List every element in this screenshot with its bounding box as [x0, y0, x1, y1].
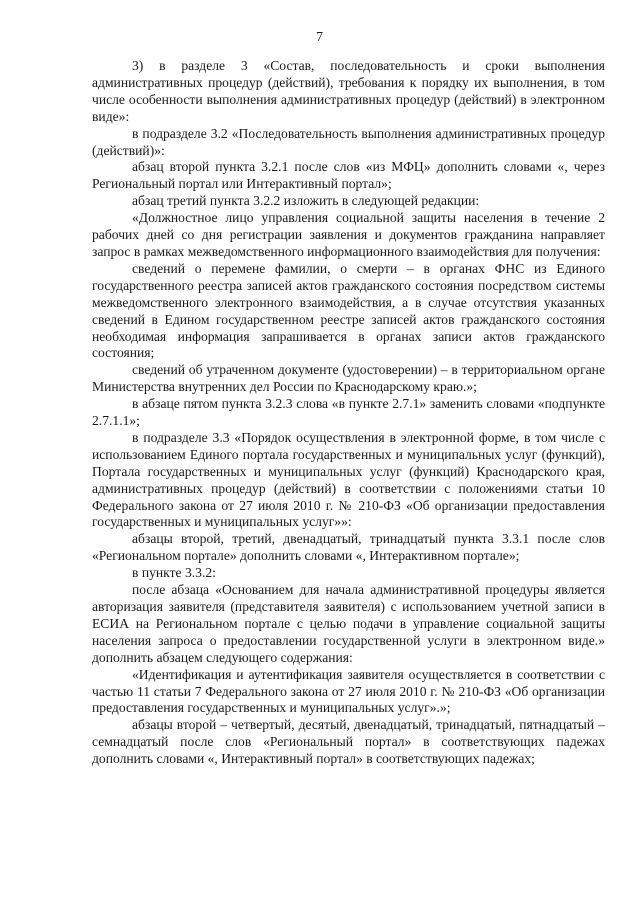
- paragraph-section-3: 3) в разделе 3 «Состав, последовательность и сроки выполнения административных процедур (действий), требования к порядку их выполнения, в том числе особенности выполнения административных процедур (действий) в электронном виде»:: [92, 58, 605, 124]
- paragraph-identification: «Идентификация и аутентификация заявителя осуществляется в соответствии с частью 11 статьи 7 Федерального закона от 27 июля 2010 г. № 210-ФЗ «Об организации предоставления государственных и муниципальных услуг».»;: [92, 666, 605, 716]
- paragraph-3-2-3: в абзаце пятом пункта 3.2.3 слова «в пункте 2.7.1» заменить словами «подпункте 2.7.1.1»;: [92, 396, 605, 429]
- paragraph-fns-info: сведений о перемене фамилии, о смерти – в органах ФНС из Единого государственного реестра записей актов гражданского состояния посредством системы межведомственного электронного взаимодействия, а в случае отсутствия указанных сведений в Едином государственном реестре записей актов гражданского состояния необходимая информация запрашивается в органах записи актов гражданского состояния;: [92, 260, 605, 361]
- paragraph-after-basis: после абзаца «Основанием для начала административной процедуры является авторизация заявителя (представителя заявителя) с использованием учетной записи в ЕСИА на Региональном портале с целью подачи в управление социальной защиты населения запроса о предоставлении государственной услуги в электронном виде.» дополнить абзацем следующего содержания:: [92, 582, 605, 665]
- page-number: 7: [316, 30, 323, 45]
- paragraph-3-3-1: абзацы второй, третий, двенадцатый, тринадцатый пункта 3.3.1 после слов «Региональном портале» дополнить словами «, Интерактивном портале»;: [92, 531, 605, 564]
- paragraph-3-2-2: абзац третий пункта 3.2.2 изложить в следующей редакции:: [132, 193, 480, 209]
- paragraph-3-3-2: в пункте 3.3.2:: [132, 565, 216, 581]
- paragraph-lost-document: сведений об утраченном документе (удостоверении) – в территориальном органе Министерства внутренних дел России по Краснодарскому краю.»;: [92, 362, 605, 395]
- paragraph-subsection-3-2: в подразделе 3.2 «Последовательность выполнения административных процедур (действий)»:: [92, 125, 605, 158]
- document-body: [92, 58, 605, 768]
- paragraph-subsection-3-3: в подразделе 3.3 «Порядок осуществления в электронной форме, в том числе с использованием Единого портала государственных и муниципальных услуг (функций), Портала государственных и муниципальных услуг (функций) Краснодарского края, административных процедур (действий) в соответствии с положениями статьи 10 Федерального закона от 27 июля 2010 г. № 210-ФЗ «Об организации предоставления государственных и муниципальных услуг»»:: [92, 429, 605, 530]
- paragraph-3-2-1: абзац второй пункта 3.2.1 после слов «из МФЦ» дополнить словами «, через Региональный портал или Интерактивный портал»;: [92, 159, 605, 192]
- paragraph-regional-portal: абзацы второй – четвертый, десятый, двенадцатый, тринадцатый, пятнадцатый – семнадцатый после слов «Региональный портал» в соответствующих падежах дополнить словами «, Интерактивный портал» в соответствующих падежах;: [92, 717, 605, 767]
- paragraph-quote-official: «Должностное лицо управления социальной защиты населения в течение 2 рабочих дней со дня регистрации заявления и документов гражданина направляет запрос в рамках межведомственного информационного взаимодействия для получения:: [92, 210, 605, 259]
